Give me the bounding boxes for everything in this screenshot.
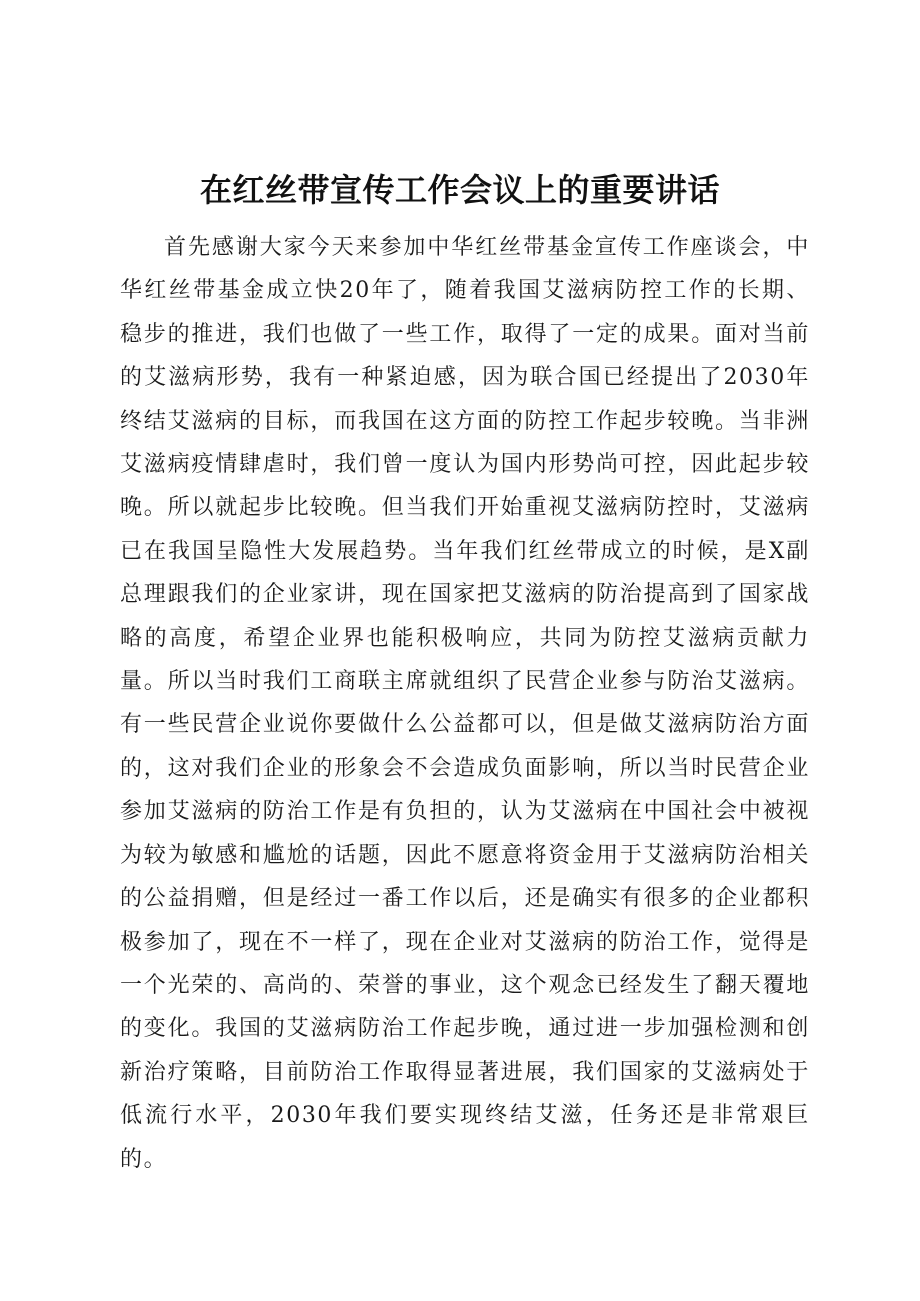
speech-paragraph: 首先感谢大家今天来参加中华红丝带基金宣传工作座谈会，中华红丝带基金成立快20年了，随着我国艾滋病防控工作的长期、稳步的推进，我们也做了一些工作，取得了一定的成果。面对当前的艾滋病形势，我有一种紧迫感，因为联合国已经提出了2030年终结艾滋病的目标，而我国在这方面的防控工作起步较晚。当非洲艾滋病疫情肆虐时，我们曾一度认为国内形势尚可控，因此起步较晚。所以就起步比较晚。但当我们开始重视艾滋病防控时，艾滋病已在我国呈隐性大发展趋势。当年我们红丝带成立的时候，是X副总理跟我们的企业家讲，现在国家把艾滋病的防治提高到了国家战略的高度，希望企业界也能积极响应，共同为防控艾滋病贡献力量。所以当时我们工商联主席就组织了民营企业参与防治艾滋病。有一些民营企业说你要做什么公益都可以，但是做艾滋病防治方面的，这对我们企业的形象会不会造成负面影响，所以当时民营企业参加艾滋病的防治工作是有负担的，认为艾滋病在中国社会中被视为较为敏感和尴尬的话题，因此不愿意将资金用于艾滋病防治相关的公益捐赠，但是经过一番工作以后，还是确实有很多的企业都积极参加了，现在不一样了，现在企业对艾滋病的防治工作，觉得是一个光荣的、高尚的、荣誉的事业，这个观念已经发生了翻天覆地的变化。我国的艾滋病防治工作起步晚，通过进一步加强检测和创新治疗策略，目前防治工作取得显著进展，我们国家的艾滋病处于低流行水平，2030年我们要实现终结艾滋，任务还是非常艰巨的。 xyxy=(120,235,810,1172)
document-title: 在红丝带宣传工作会议上的重要讲话 xyxy=(199,171,720,209)
